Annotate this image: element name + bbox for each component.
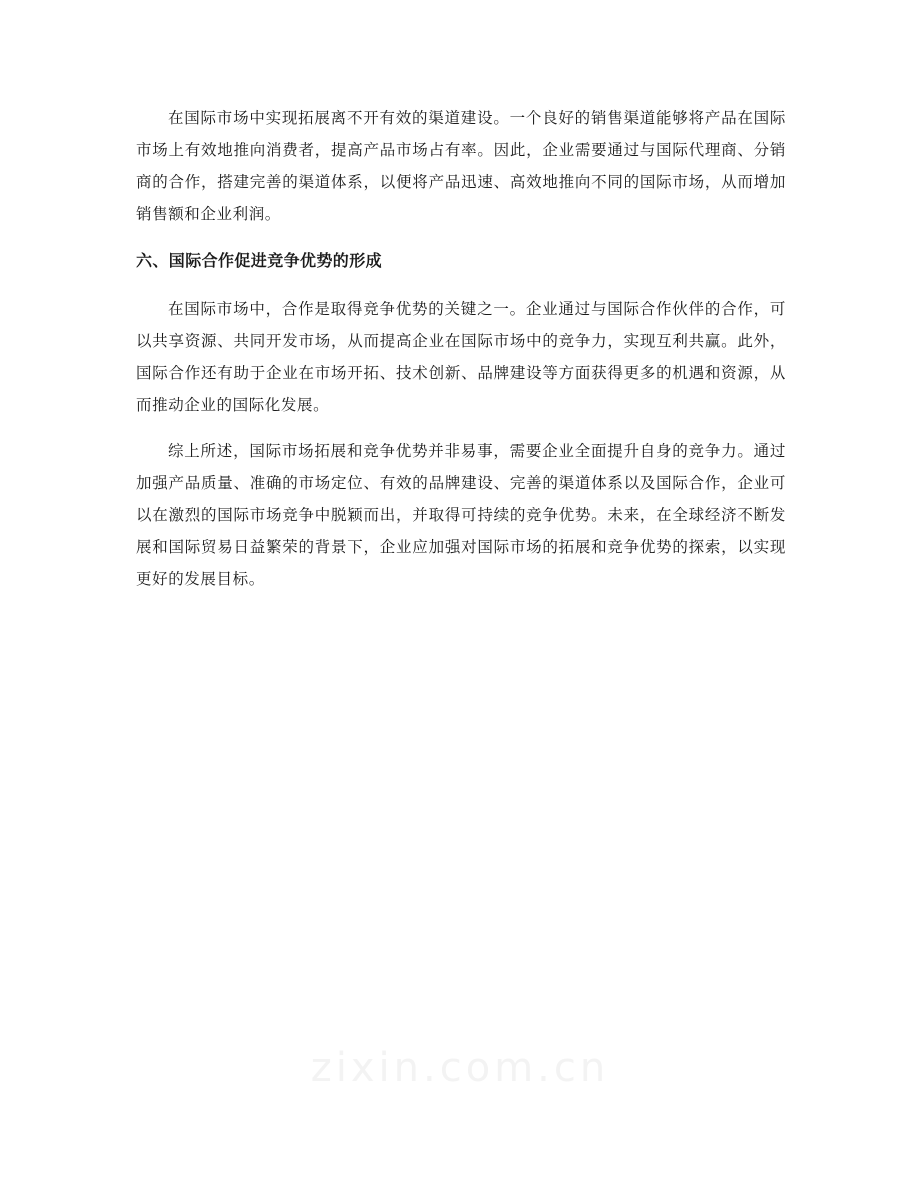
section-heading: 六、国际合作促进竞争优势的形成 [136,251,383,270]
paragraph-international-cooperation: 在国际市场中，合作是取得竞争优势的关键之一。企业通过与国际合作伙伴的合作，可以共享资源、共同开发市场，从而提高企业在国际市场中的竞争力，实现互利共赢。此外，国际合作还有助于企业在市场开拓、技术创新、品牌建设等方面获得更多的机遇和资源，从而推动企业的国际化发展。 [136,300,786,414]
paragraph-channel-building: 在国际市场中实现拓展离不开有效的渠道建设。一个良好的销售渠道能够将产品在国际市场上有效地推向消费者，提高产品市场占有率。因此，企业需要通过与国际代理商、分销商的合作，搭建完善的渠道体系，以便将产品迅速、高效地推向不同的国际市场，从而增加销售额和企业利润。 [136,109,786,223]
document-body [136,102,786,595]
paragraph-conclusion: 综上所述，国际市场拓展和竞争优势并非易事，需要企业全面提升自身的竞争力。通过加强产品质量、准确的市场定位、有效的品牌建设、完善的渠道体系以及国际合作，企业可以在激烈的国际市场竞争中脱颖而出，并取得可持续的竞争优势。未来，在全球经济不断发展和国际贸易日益繁荣的背景下，企业应加强对国际市场的拓展和竞争优势的探索，以实现更好的发展目标。 [136,442,786,588]
watermark: zixin.com.cn [310,1045,610,1091]
